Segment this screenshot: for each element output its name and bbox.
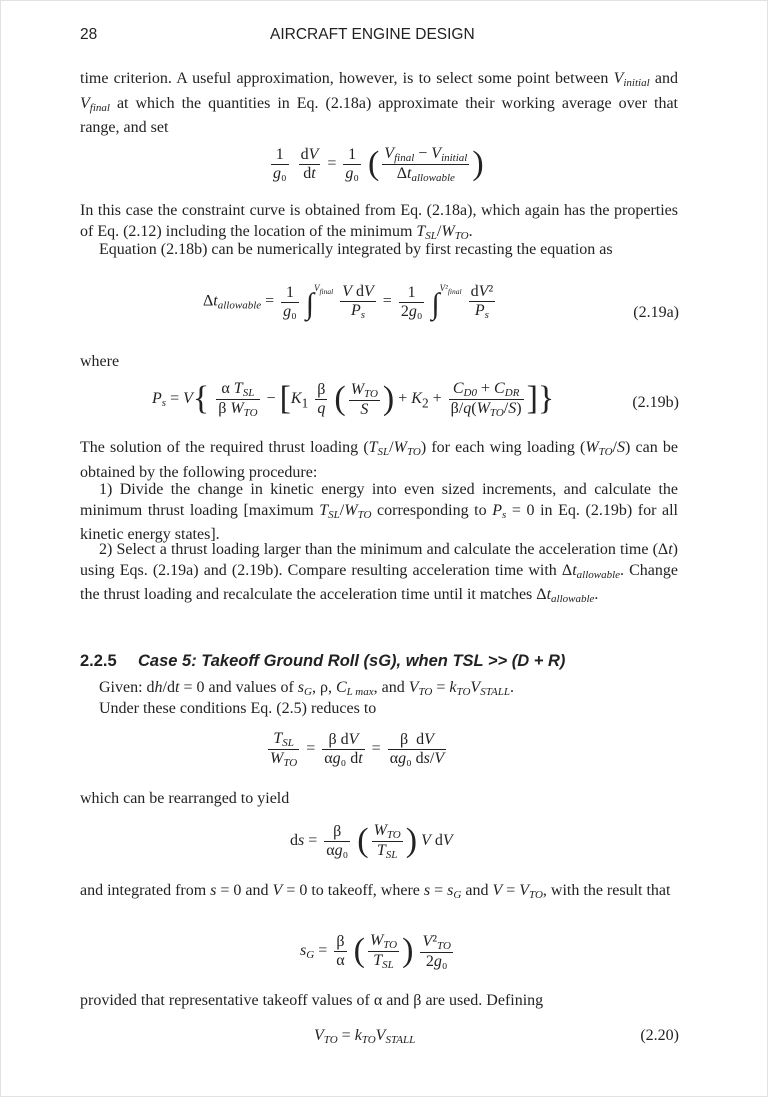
equation-2-19a: $\Delta t_{allowable}$ = $\frac{1}{\text{g₀}}$ ∫$^{V_{final}}$ $\frac{\text{V dV}}{P_s}$ = $\frac{1}{\text{2g₀}}$ ∫$^{V^2_{final}}$ $\frac{\text{dV²}}{P_s}$ [203,282,494,321]
paragraph-8: Given: dh/dt = 0 and values of $s_G$, ρ, $C_{L max}$, and $V_{TO} = k_{TO}V_{STALL}$. [99,679,514,698]
paragraph-1: time criterion. A useful approximation, however, is to select some point between $V_{initial}$ and $V_{final}$ at which the quantities in Eq. (2.18a) approximate their working average over that range, and set [80,70,678,136]
paragraph-2: In this case the constraint curve is obtained from Eq. (2.18a), which again has the properties of Eq. (2.12) including the location of the minimum $T_{SL}/W_{TO}$. [80,202,678,242]
equation-2-19b: $P_s = V${ $\frac{\alpha T_{SL}}{\beta W_{TO}}$ − [$K_1$ $\frac{\beta}{q}$ ( $\frac{W_{TO}}{S}$ ) + $K_2$ + $\frac{C_{D0} + C_{DR}}{\beta/q(W_{TO}/S)}$ ]} [152,380,555,419]
paragraph-9: Under these conditions Eq. (2.5) reduces to [99,700,377,717]
equation-number-2-19a: (2.19a) [633,304,679,321]
page-number: 28 [80,26,98,43]
paragraph-5: The solution of the required thrust loading $(T_{SL}/W_{TO})$ for each wing loading $(W_{TO}/S)$ can be obtained by the following procedure: [80,439,678,481]
paragraph-3-text: Equation (2.18b) can be numerically integrated by first recasting the equation as [99,241,613,258]
paragraph-4: where [80,353,120,370]
equation-number-2-19b: (2.19b) [632,394,679,411]
equation-thrust-loading: $\frac{T_{SL}}{W_{TO}}$ = $\frac{\text{β dV}}{\text{αg₀ dt}}$ = $\frac{\text{β dV}}{\text{αg₀ ds/V}}$ [270,730,445,769]
paragraph-6: 1) Divide the change in kinetic energy into even sized increments, and calculate the minimum thrust loading [maximum $T_{SL}/W_{TO}$ corresponding to $P_s = 0$ in Eq. (2.19b) for all kinetic energy states]. [80,481,679,543]
paragraph-12: provided that representative takeoff values of α and β are used. Defining [80,992,544,1009]
paragraph-10: which can be rearranged to yield [80,790,290,807]
equation-average-acceleration: $\frac{1}{\text{g₀}}$ $\frac{dV}{dt}$ = $\frac{1}{\text{g₀}}$ ( $\frac{V_{final} - V_{initial}}{\Delta t_{allowable}}$ ) [273,145,484,184]
paragraph-3 [80,240,678,261]
section-number: 2.2.5 [80,652,117,670]
equation-2-20: $V_{TO} = k_{TO}V_{STALL}$ [314,1027,416,1046]
running-head: AIRCRAFT ENGINE DESIGN [270,26,475,43]
paragraph-7: 2) Select a thrust loading larger than the minimum and calculate the acceleration time (Δt) using Eqs. (2.19a) and (2.19b). Compare resulting acceleration time with $\Delta t_{allowable}$. Change the thrust loading and recalculate the acceleration time until it matches $\Delta t_{allowable}$. [80,541,678,605]
equation-number-2-20: (2.20) [640,1027,679,1044]
section-title: Case 5: Takeoff Ground Roll (sG), when TSL >> (D + R) [138,652,566,670]
section-heading [80,652,565,671]
equation-sg: $s_G$ = $\frac{\beta}{\alpha}$ ( $\frac{W_{TO}}{T_{SL}}$ ) $\frac{V^2_{TO}}{\text{2g₀}}$ [300,932,451,971]
equation-ds: ds = $\frac{\beta}{\text{αg₀}}$ ( $\frac{W_{TO}}{T_{SL}}$ ) V dV [290,822,453,861]
paragraph-11: and integrated from s = 0 and V = 0 to takeoff, where $s = s_G$ and $V = V_{TO}$, with the result that [80,882,671,901]
